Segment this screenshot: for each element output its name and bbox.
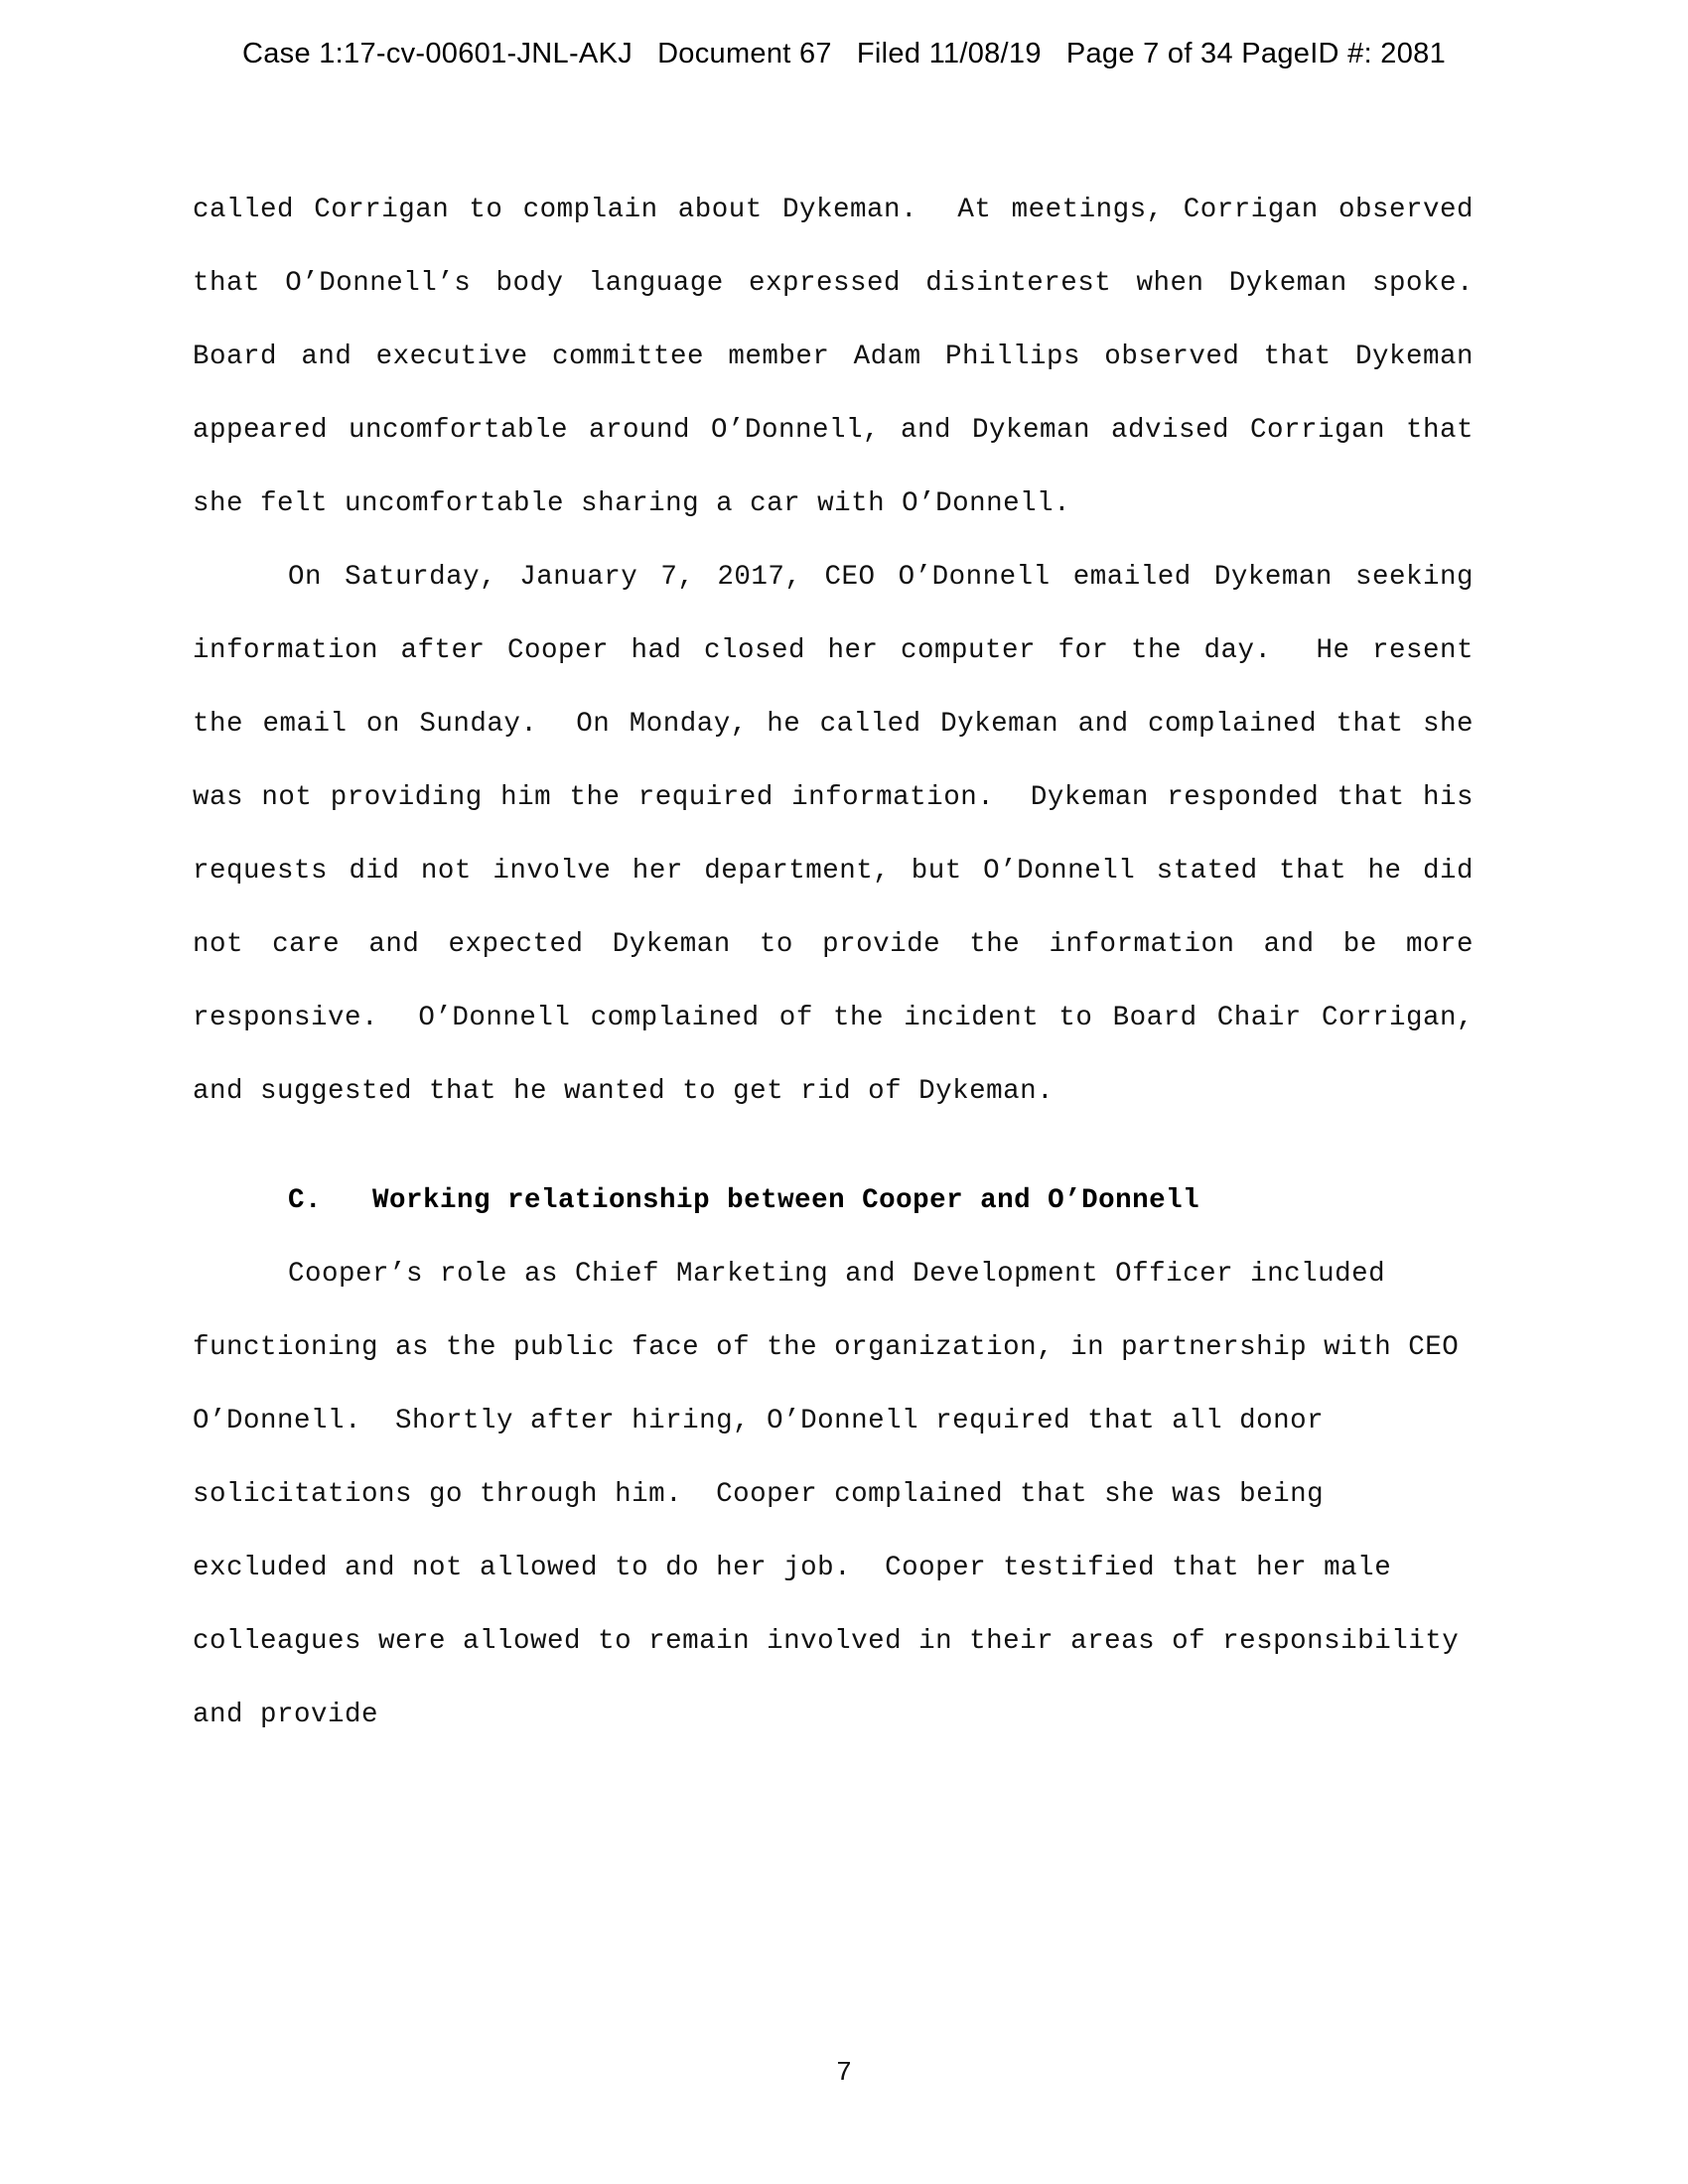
body-paragraph-1: called Corrigan to complain about Dykeman. At meetings, Corrigan observed that O’Donnell’s body language expressed disinterest when Dykeman spoke. Board and executive committee member Adam Phillips observed that Dykeman appeared uncomfortable around O’Donnell, and Dykeman advised Corrigan that she felt uncomfortable sharing a car with O’Donnell. <box>193 195 1508 519</box>
body-paragraph-2: On Saturday, January 7, 2017, CEO O’Donnell emailed Dykeman seeking information after Cooper had closed her computer for the day. He resent the email on Sunday. On Monday, he called Dykeman and complained that she was not providing him the required information. Dykeman responded that his requests did not involve her department, but O’Donnell stated that he did not care and expected Dykeman to provide the information and be more responsive. O’Donnell complained of the incident to Board Chair Corrigan, and suggested that he wanted to get rid of Dykeman. <box>193 562 1491 1107</box>
section-heading-c: C. Working relationship between Cooper and O’Donnell <box>288 1185 1200 1216</box>
court-filing-header-stamp: Case 1:17-cv-00601-JNL-AKJ Document 67 Filed 11/08/19 Page 7 of 34 PageID #: 2081 <box>241 38 1447 69</box>
page-number: 7 <box>835 2059 853 2089</box>
body-paragraph-3: Cooper’s role as Chief Marketing and Development Officer included functioning as the public face of the organization, in partnership with CEO O’Donnell. Shortly after hiring, O’Donnell required that all donor solicitations go through him. Cooper complained that she was being excluded and not allowed to do her job. Cooper testified that her male colleagues were allowed to remain involved in their areas of responsibility and provide <box>193 1259 1477 1730</box>
document-body <box>193 174 1508 1752</box>
